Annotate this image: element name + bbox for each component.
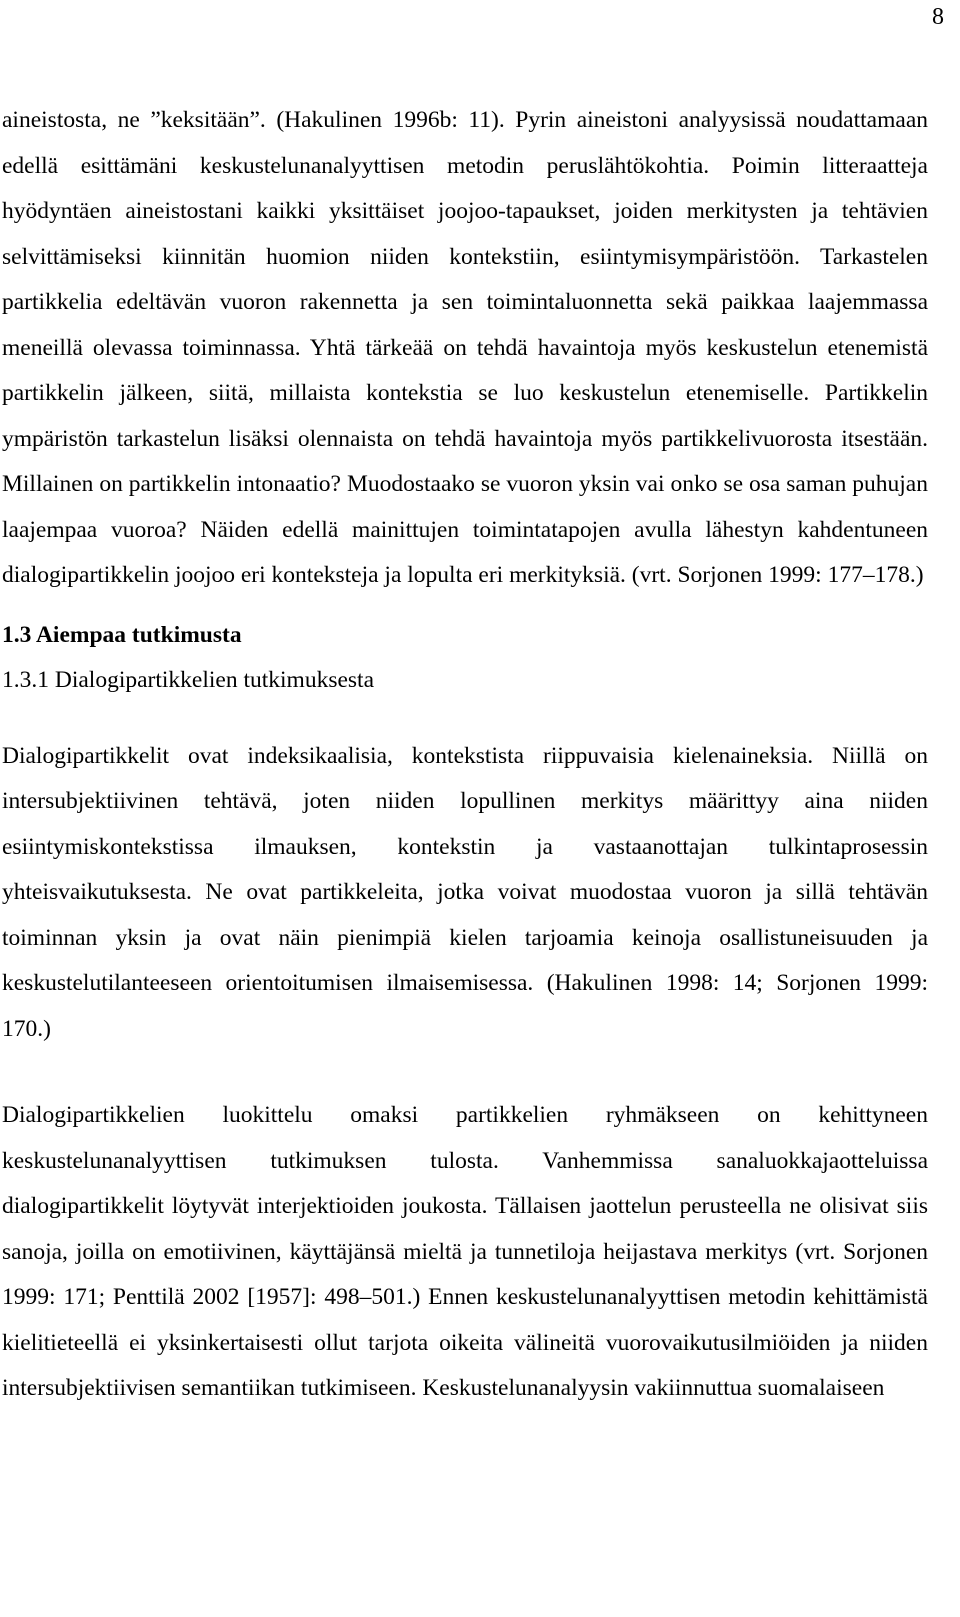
body-paragraph-1: Dialogipartikkelit ovat indeksikaalisia, kontekstista riippuvaisia kielenaineksia. Niillä on intersubjektiivinen tehtävä, joten niiden lopullinen merkitys määrittyy aina niiden esiintymiskontekstissa ilmauksen, kontekstin ja vastaanottajan tulkintaprosessin yhteisvaikutuksesta. Ne ovat partikkeleita, jotka voivat muodostaa vuoron ja sillä tehtävän toiminnan yksin ja ovat näin pienimpiä kielen tarjoamia keinoja osallistuneisuuden ja keskustelutilanteeseen orientoitumisen ilmaisemisessa. (Hakulinen 1998: 14; Sorjonen 1999: 170.) <box>2 742 928 1042</box>
subsection-heading: 1.3.1 Dialogipartikkelien tutkimuksesta <box>2 666 375 693</box>
document-body <box>2 98 928 1412</box>
section-heading: 1.3 Aiempaa tutkimusta <box>2 621 242 648</box>
page-number: 8 <box>932 4 944 30</box>
intro-paragraph: aineistosta, ne ”keksitään”. (Hakulinen 1996b: 11). Pyrin aineistoni analyysissä noudattamaan edellä esittämäni keskustelunanalyyttisen metodin peruslähtökohtia. Poimin litteraatteja hyödyntäen aineistostani kaikki yksittäiset joojoo-tapaukset, joiden merkitysten ja tehtävien selvittämiseksi kiinnitän huomion niiden kontekstiin, esiintymisympäristöön. Tarkastelen partikkelia edeltävän vuoron rakennetta ja sen toimintaluonnetta sekä paikkaa laajemmassa meneillä olevassa toiminnassa. Yhtä tärkeää on tehdä havaintoja myös keskustelun etenemistä partikkelin jälkeen, siitä, millaista kontekstia se luo keskustelun etenemiselle. Partikkelin ympäristön tarkastelun lisäksi olennaista on tehdä havaintoja myös partikkelivuorosta itsestään. Millainen on partikkelin intonaatio? Muodostaako se vuoron yksin vai onko se osa saman puhujan laajempaa vuoroa? Näiden edellä mainittujen toimintatapojen avulla lähestyn kahdentuneen dialogipartikkelin joojoo eri konteksteja ja lopulta eri merkityksiä. (vrt. Sorjonen 1999: 177–178.) <box>2 107 928 588</box>
body-paragraph-2: Dialogipartikkelien luokittelu omaksi partikkelien ryhmäkseen on kehittyneen keskustelunanalyyttisen tutkimuksen tulosta. Vanhemmissa sanaluokkajaotteluissa dialogipartikkelit löytyvät interjektioiden joukosta. Tällaisen jaottelun perusteella ne olisivat siis sanoja, joilla on emotiivinen, käyttäjänsä mieltä ja tunnetiloja heijastava merkitys (vrt. Sorjonen 1999: 171; Penttilä 2002 [1957]: 498–501.) Ennen keskustelunanalyyttisen metodin kehittämistä kielitieteellä ei yksinkertaisesti ollut tarjota oikeita välineitä vuorovaikutusilmiöiden ja niiden intersubjektiivisen semantiikan tutkimiseen. Keskustelunanalyysin vakiinnuttua suomalaiseen <box>2 1102 928 1401</box>
